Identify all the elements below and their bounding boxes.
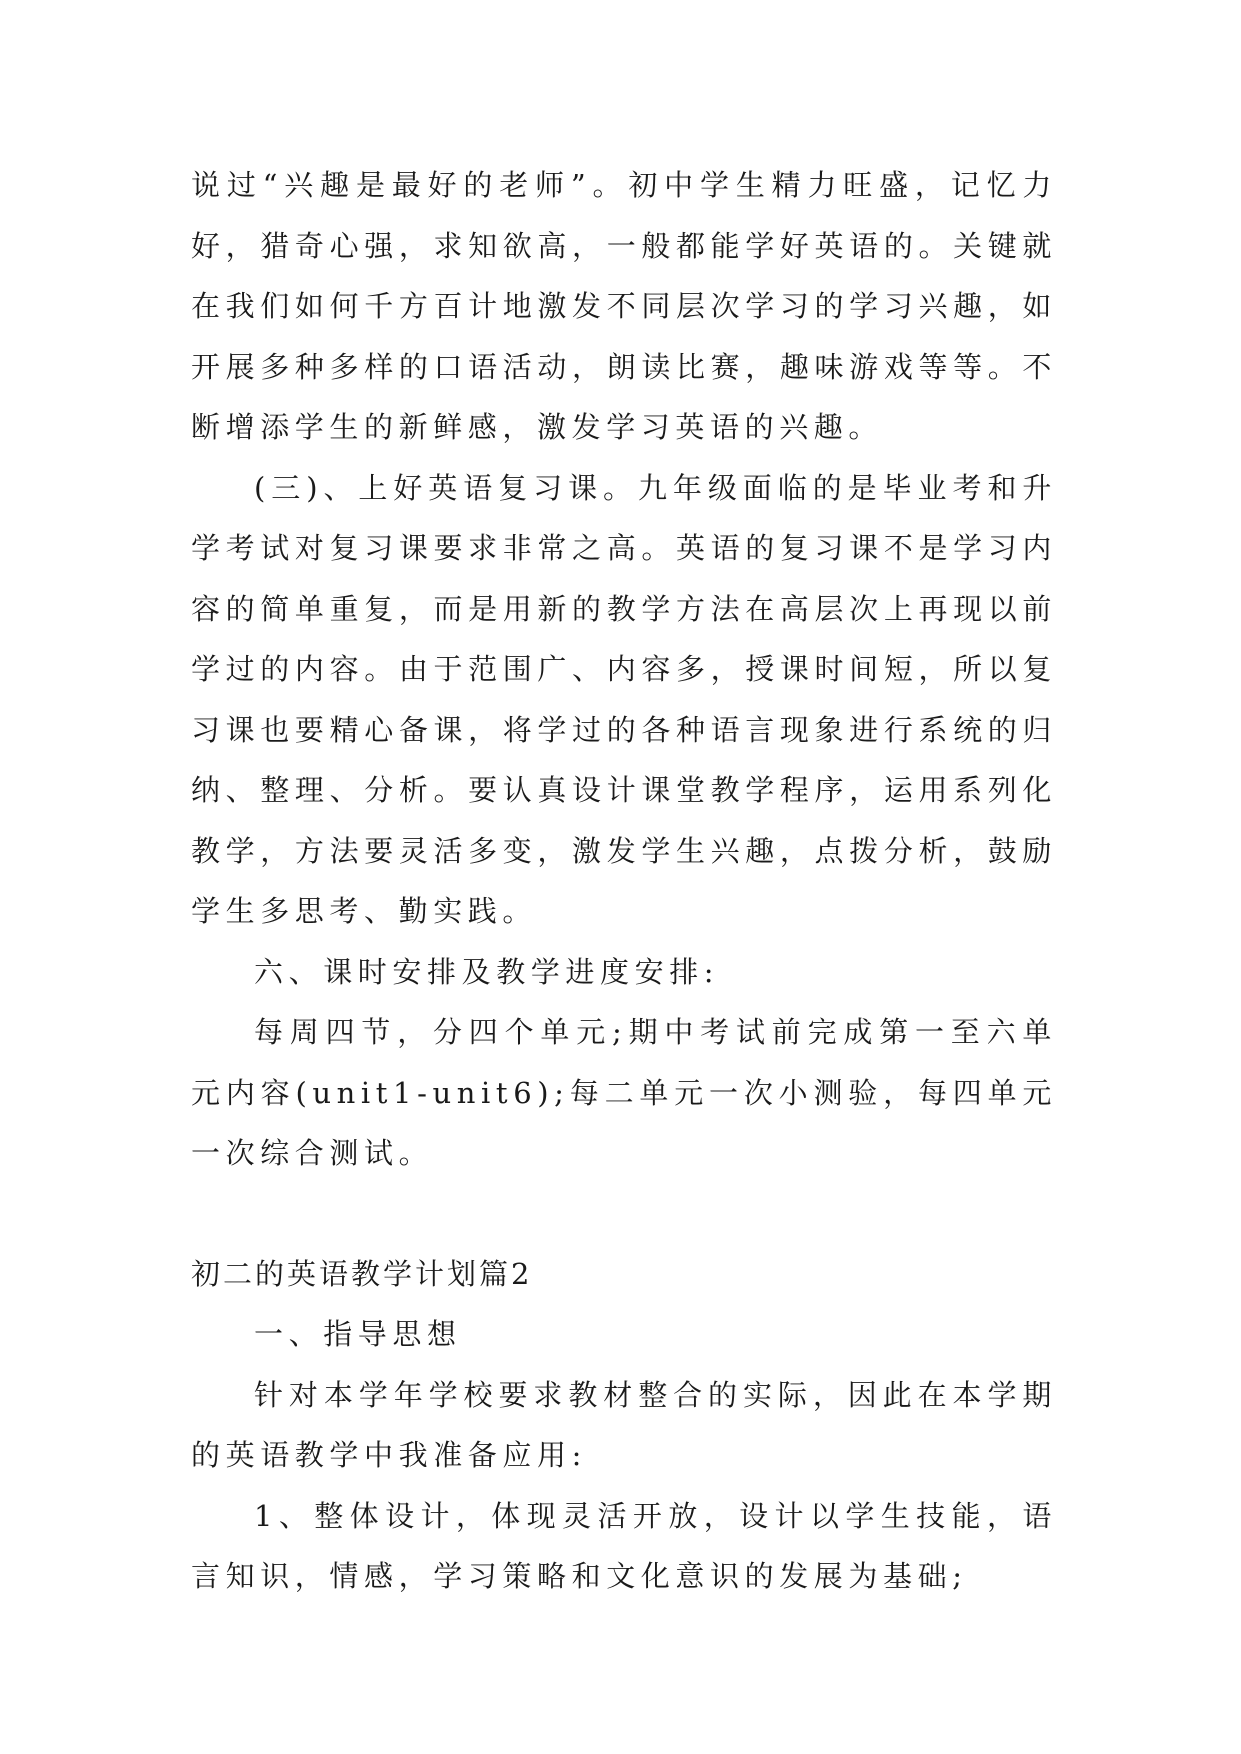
paragraph-schedule-detail: 每周四节，分四个单元;期中考试前完成第一至六单元内容(unit1-unit6);每二单元一次小测验，每四单元一次综合测试。 bbox=[191, 1015, 1057, 1170]
paragraph-schedule-heading: 六、课时安排及教学进度安排: bbox=[254, 954, 720, 989]
section-title: 初二的英语教学计划篇2 bbox=[191, 1256, 533, 1291]
paragraph-interest: 说过“兴趣是最好的老师”。初中学生精力旺盛，记忆力好，猎奇心强，求知欲高，一般都能学好英语的。关键就在我们如何千方百计地激发不同层次学习的学习兴趣，如开展多种多样的口语活动，朗读比赛，趣味游戏等等。不断增添学生的新鲜感，激发学习英语的兴趣。 bbox=[191, 168, 1057, 444]
document-body bbox=[191, 155, 1057, 1607]
paragraph-guiding-ideology-heading: 一、指导思想 bbox=[254, 1317, 462, 1351]
paragraph-review-class: (三)、上好英语复习课。九年级面临的是毕业考和升学考试对复习课要求非常之高。英语的复习课不是学习内容的简单重复，而是用新的教学方法在高层次上再现以前学过的内容。由于范围广、内容多，授课时间短，所以复习课也要精心备课，将学过的各种语言现象进行系统的归纳、整理、分析。要认真设计课堂教学程序，运用系列化教学，方法要灵活多变，激发学生兴趣，点拨分析，鼓励学生多思考、勤实践。 bbox=[191, 470, 1057, 928]
paragraph-overall-design: 1、整体设计，体现灵活开放，设计以学生技能，语言知识，情感，学习策略和文化意识的发展为基础; bbox=[191, 1498, 1057, 1593]
paragraph-guiding-ideology: 针对本学年学校要求教材整合的实际，因此在本学期的英语教学中我准备应用: bbox=[191, 1377, 1057, 1472]
